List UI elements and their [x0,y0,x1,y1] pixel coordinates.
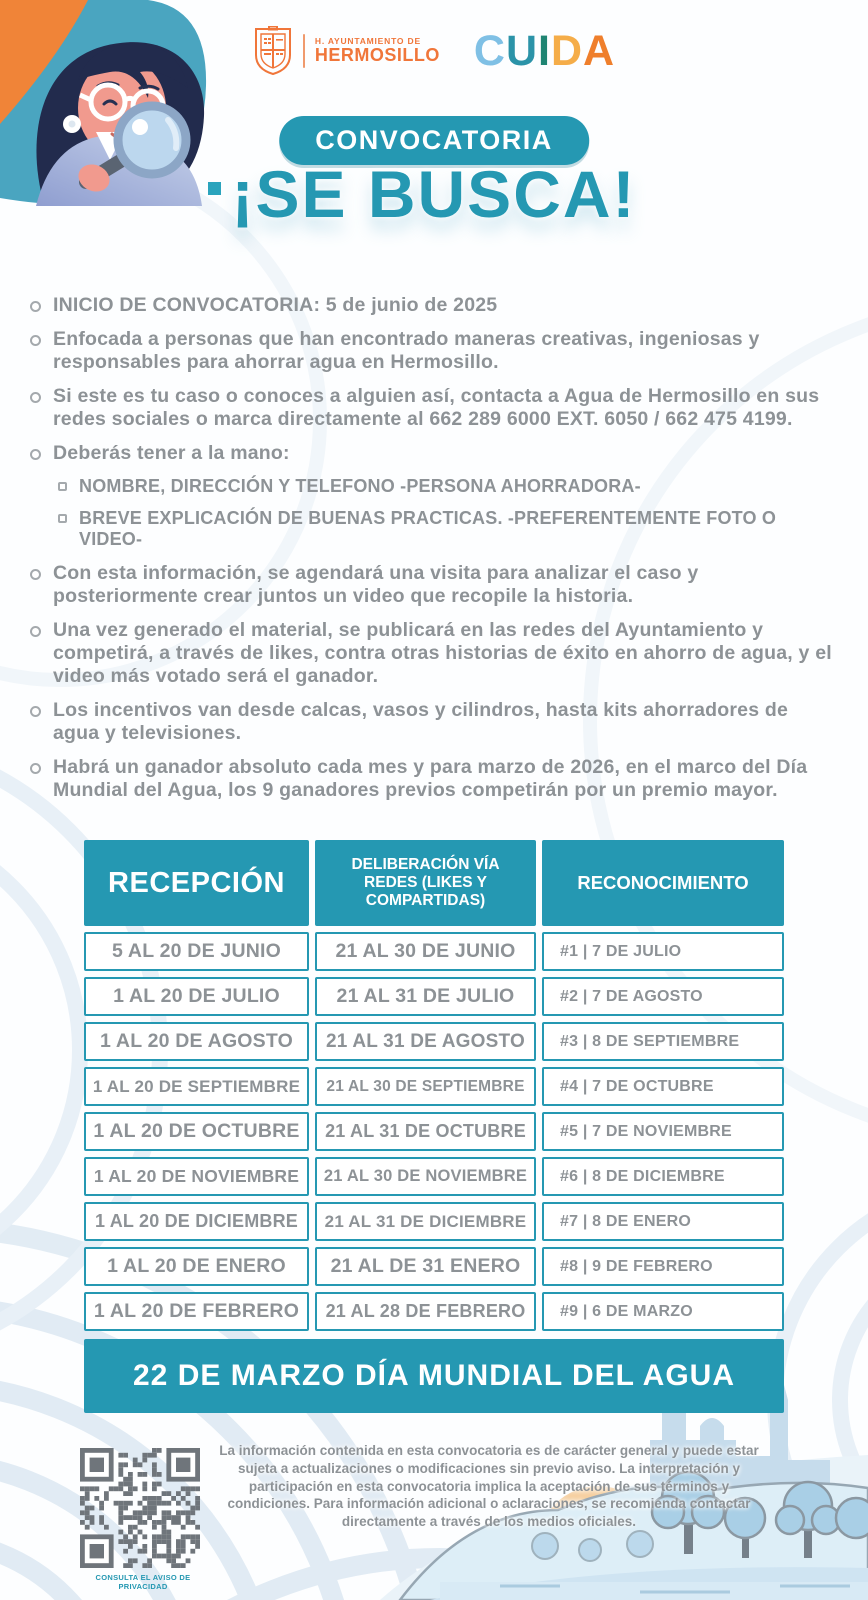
table-cell: #3 | 8 DE SEPTIEMBRE [542,1022,784,1061]
logo-row [0,26,868,76]
cuida-letter: U [505,26,539,75]
table-cell: #7 | 8 DE ENERO [542,1202,784,1241]
cuida-letter: A [583,26,616,75]
table-cell: #2 | 7 DE AGOSTO [542,977,784,1016]
sub-bullet-text: NOMBRE, DIRECCIÓN Y TELEFONO -PERSONA AHORRADORA- [79,476,641,496]
table-cell: 1 AL 20 DE DICIEMBRE [84,1202,309,1241]
qr-block [80,1448,206,1591]
table-cell: 21 AL DE 31 ENERO [315,1247,536,1286]
table-cell: 21 AL 30 DE JUNIO [315,932,536,971]
bullet-text: INICIO DE CONVOCATORIA: 5 de junio de 2025 [53,294,498,316]
cuida-logo [474,27,615,76]
list-item [30,328,834,374]
list-item [30,442,834,465]
table-cell: 21 AL 30 DE NOVIEMBRE [315,1157,536,1196]
disclaimer-text: La información contenida en esta convocatoria es de carácter general y puede estar sujeta a actualizaciones o modificaciones sin previo aviso. La interpretación y participación en esta convocatoria implica la aceptación de sus términos y condiciones. Para información adicional o aclaraciones, se recomienda contactar directamente a través de los medios oficiales. [219,1443,759,1530]
sub-bullet-text: BREVE EXPLICACIÓN DE BUENAS PRACTICAS. -PREFERENTEMENTE FOTO O VIDEO- [79,508,777,550]
qr-caption: CONSULTA EL AVISO DE PRIVACIDAD [95,1573,191,1591]
table-cell: 1 AL 20 DE JULIO [84,977,309,1016]
cuida-letter: C [473,26,506,75]
table-cell: 21 AL 31 DE JULIO [315,977,536,1016]
bullet-marker-icon [30,449,41,460]
cuida-letter: I [538,26,551,75]
bullet-marker-icon [30,301,41,312]
table-cell: 1 AL 20 DE AGOSTO [84,1022,309,1061]
list-item [58,508,834,550]
bullet-marker-icon [30,392,41,403]
table-cell: 5 AL 20 DE JUNIO [84,932,309,971]
hermosillo-logo [253,26,440,76]
table-cell: 21 AL 30 DE SEPTIEMBRE [315,1067,536,1106]
sub-bullet-marker-icon [58,514,67,523]
column-header-reconocimiento: RECONOCIMIENTO [542,840,784,926]
bullet-marker-icon [30,763,41,774]
schedule-table [84,840,784,1413]
hermosillo-label: HERMOSILLO [314,45,440,66]
table-cell: #1 | 7 DE JULIO [542,932,784,971]
bullet-text: Si este es tu caso o conoces a alguien así, contacta a Agua de Hermosillo en sus redes sociales o marca directamente al 662 289 6000 EXT. 6050 / 662 475 4199. [53,385,820,430]
logo-divider [303,34,305,68]
hermosillo-shield-icon [253,26,293,76]
table-cell: 21 AL 31 DE AGOSTO [315,1022,536,1061]
info-bullet-list [30,294,834,813]
bullet-marker-icon [30,626,41,637]
list-item [30,385,834,431]
table-cell: 1 AL 20 DE ENERO [84,1247,309,1286]
column-header-deliberacion: DELIBERACIÓN VÍA REDES (LIKES Y COMPARTIDAS) [315,840,536,926]
table-cell: #5 | 7 DE NOVIEMBRE [542,1112,784,1151]
bullet-text: Los incentivos van desde calcas, vasos y cilindros, hasta kits ahorradores de agua y televisiones. [53,698,789,744]
list-item [30,699,834,745]
bullet-text: Enfocada a personas que han encontrado maneras creativas, ingeniosas y responsables para ahorrar agua en Hermosillo. [53,328,760,373]
table-cell: 1 AL 20 DE NOVIEMBRE [84,1157,309,1196]
sub-bullet-marker-icon [58,482,67,491]
table-cell: #4 | 7 DE OCTUBRE [542,1067,784,1106]
bullet-marker-icon [30,706,41,717]
bullet-text: Deberás tener a la mano: [53,442,290,464]
world-water-day-banner: 22 DE MARZO DÍA MUNDIAL DEL AGUA [84,1339,784,1413]
bullet-marker-icon [30,569,41,580]
list-item [30,294,834,317]
bullet-text: Con esta información, se agendará una visita para analizar el caso y posteriormente crear juntos un video que recopile la historia. [53,561,699,607]
qr-code[interactable] [80,1448,200,1568]
table-cell: 1 AL 20 DE OCTUBRE [84,1112,309,1151]
page-title: ¡SE BUSCA! [231,157,637,231]
bullet-text: Una vez generado el material, se publicará en las redes del Ayuntamiento y competirá, a través de likes, contra otras historias de éxito en ahorro de agua, y el video más votado será el ganador. [53,618,832,687]
list-item [58,476,834,497]
bullet-text: Habrá un ganador absoluto cada mes y para marzo de 2026, en el marco del Día Mundial del Agua, los 9 ganadores previos competirán por un premio mayor. [53,755,808,801]
column-header-recepcion: RECEPCIÓN [84,840,309,926]
table-cell: 1 AL 20 DE SEPTIEMBRE [84,1067,309,1106]
convocatoria-badge: CONVOCATORIA [279,116,589,165]
table-cell: #8 | 9 DE FEBRERO [542,1247,784,1286]
table-cell: 21 AL 31 DE OCTUBRE [315,1112,536,1151]
table-cell: 21 AL 31 DE DICIEMBRE [315,1202,536,1241]
ayuntamiento-label: H. AYUNTAMIENTO DE [314,36,421,47]
table-cell: 21 AL 28 DE FEBRERO [315,1292,536,1331]
table-cell: 1 AL 20 DE FEBRERO [84,1292,309,1331]
cuida-letter: D [550,26,584,75]
list-item [30,756,834,802]
list-item [30,562,834,608]
table-cell: #9 | 6 DE MARZO [542,1292,784,1331]
list-item [30,619,834,688]
table-cell: #6 | 8 DE DICIEMBRE [542,1157,784,1196]
sub-bullet-list [58,476,834,551]
bullet-marker-icon [30,335,41,346]
